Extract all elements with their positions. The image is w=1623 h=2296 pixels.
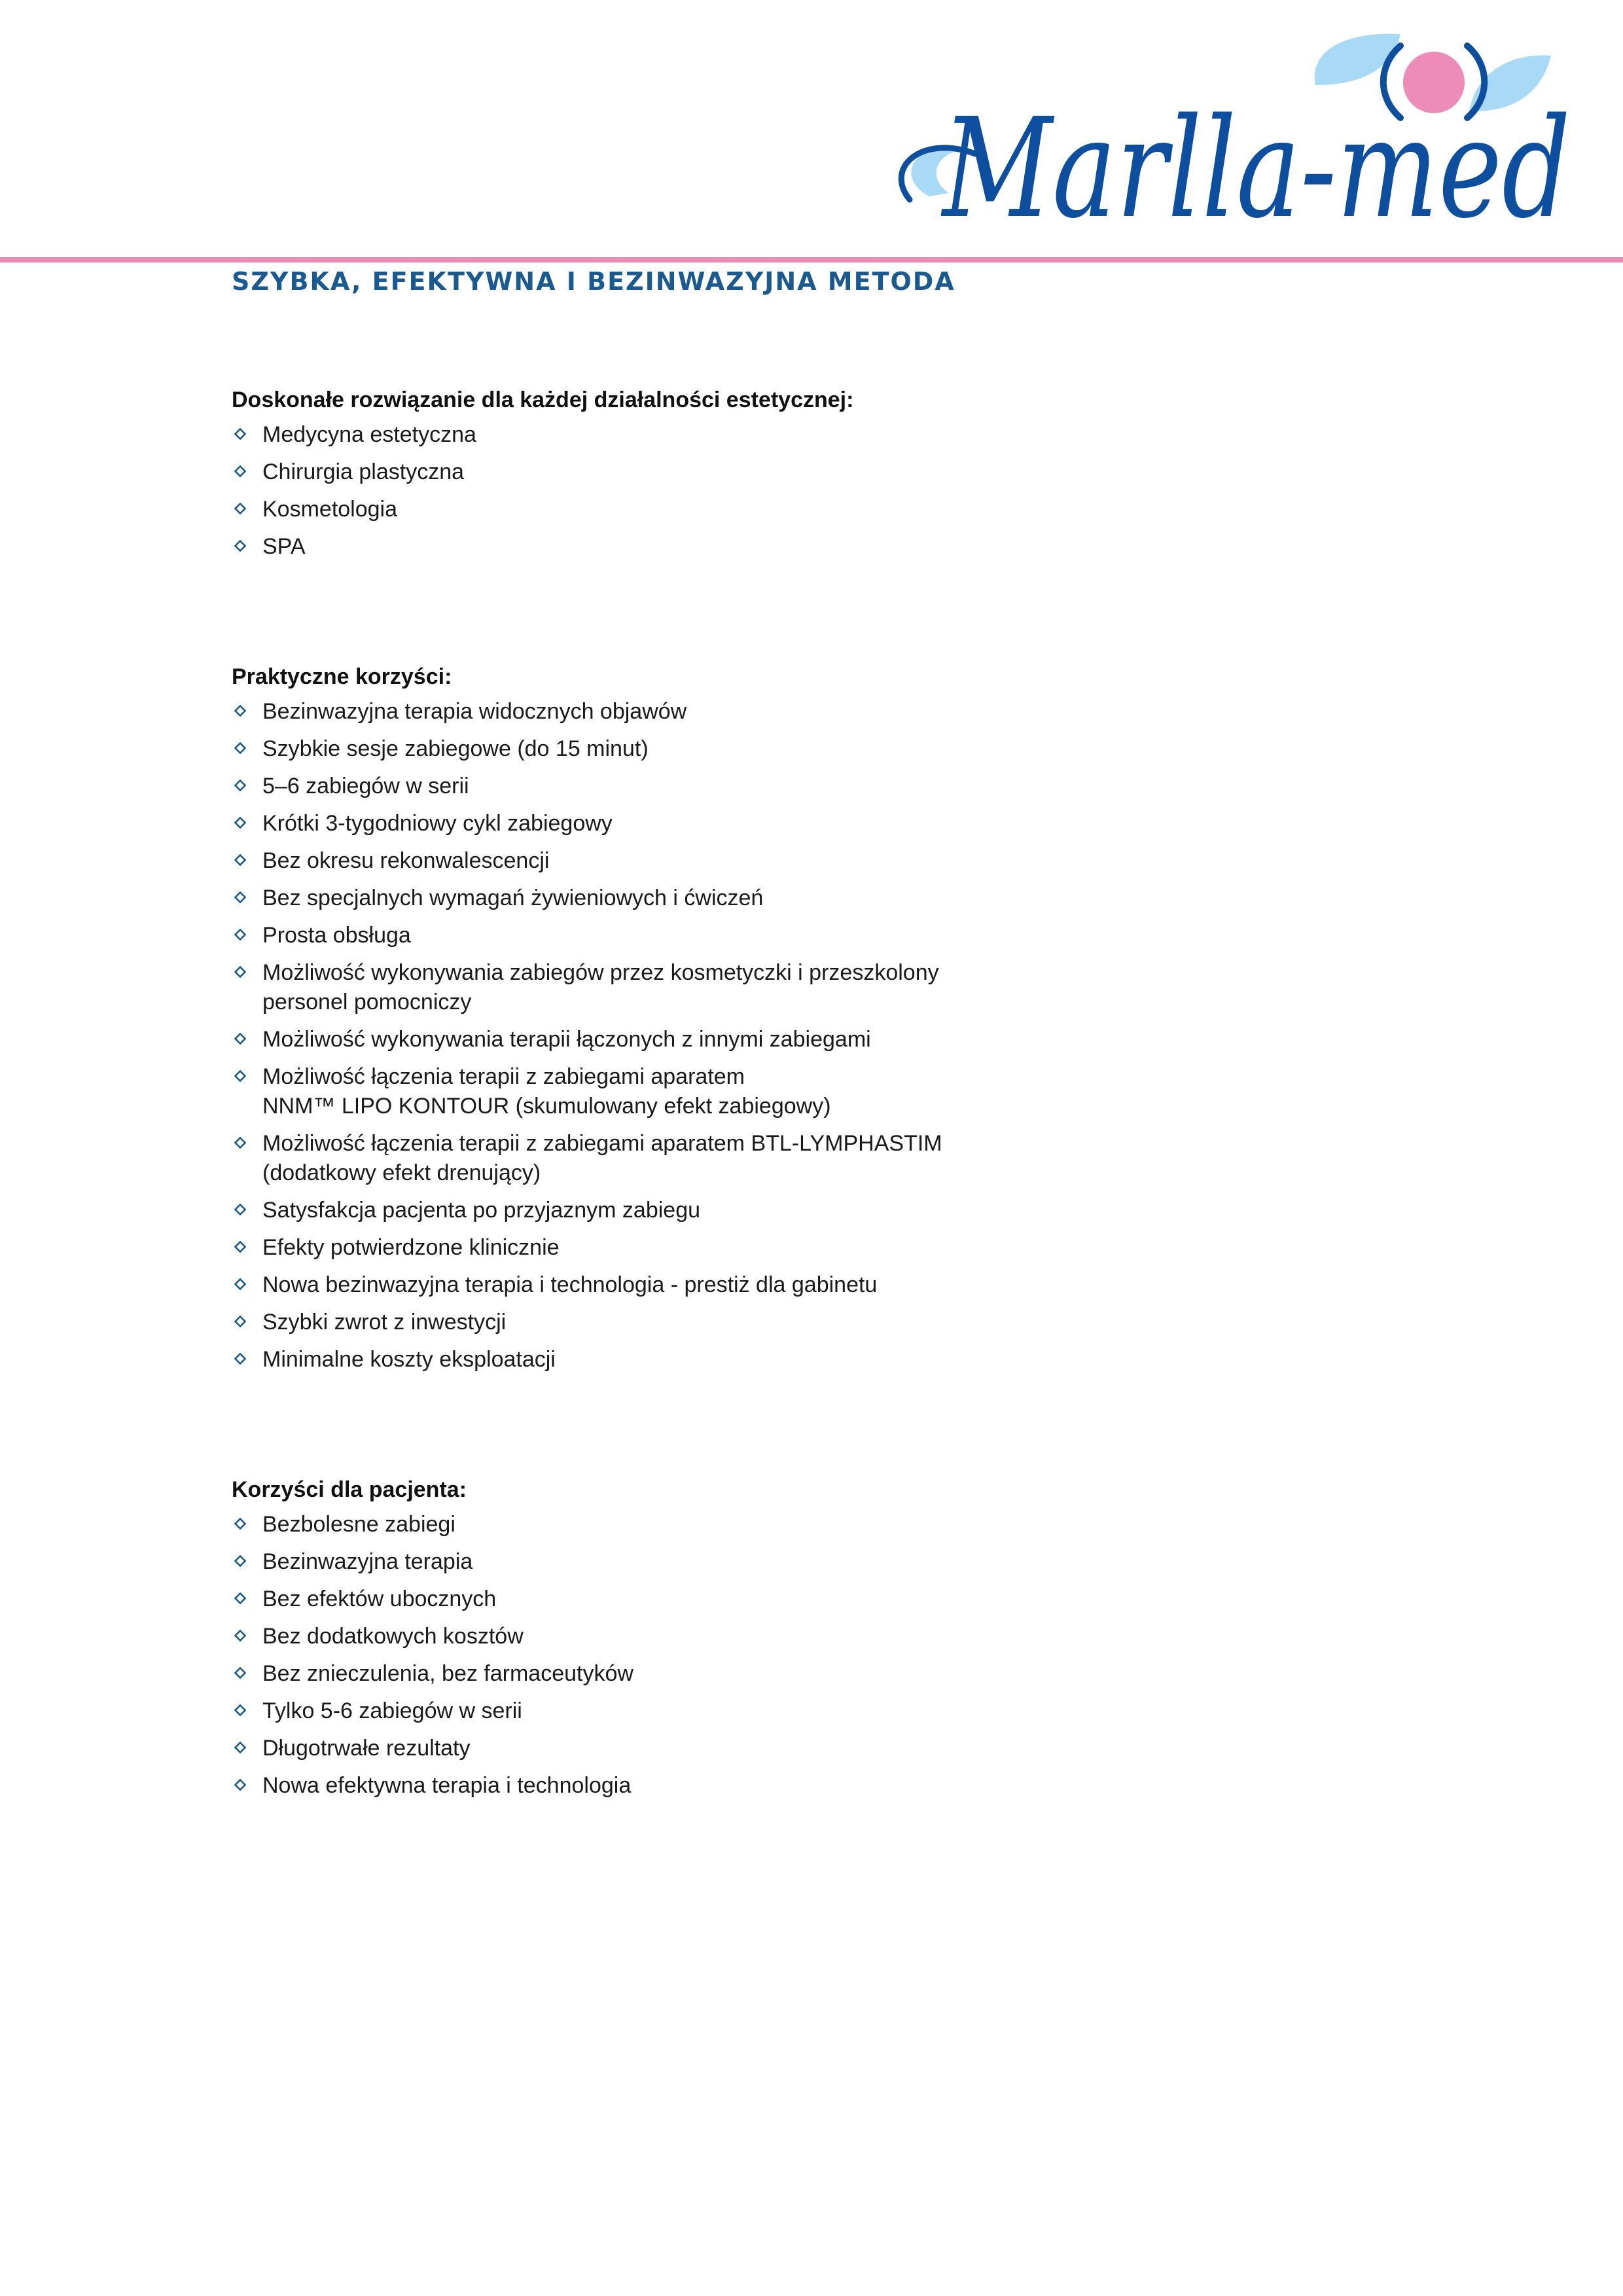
diamond-outline-icon: [234, 1630, 246, 1641]
list-item: [232, 884, 1082, 913]
list-item-text: Efekty potwierdzone klinicznie: [262, 1235, 560, 1260]
list-item-text: Bez efektów ubocznych: [262, 1587, 497, 1611]
diamond-outline-icon: [234, 1278, 246, 1290]
list-item: [232, 1510, 1082, 1539]
list-item-text: Krótki 3-tygodniowy cykl zabiegowy: [262, 811, 613, 836]
section-heading: Korzyści dla pacjenta:: [232, 1477, 467, 1502]
content-sections: [232, 382, 1082, 1897]
list-item: [232, 734, 1082, 764]
item-list: [232, 420, 1082, 562]
list-item-text: Bez okresu rekonwalescencji: [262, 848, 550, 873]
list-item: [232, 1196, 1082, 1225]
diamond-outline-icon: [234, 854, 246, 866]
list-item: [232, 772, 1082, 801]
benefits-section: [232, 1471, 1082, 1801]
diamond-outline-icon: [234, 1704, 246, 1716]
diamond-outline-icon: [234, 1033, 246, 1045]
diamond-outline-icon: [234, 1316, 246, 1327]
diamond-outline-icon: [234, 742, 246, 754]
header-divider: [0, 257, 1623, 262]
diamond-outline-icon: [234, 1137, 246, 1149]
list-item: [232, 1771, 1082, 1801]
list-item: [232, 1345, 1082, 1374]
list-item-text: Kosmetologia: [262, 497, 398, 522]
page-title: SZYBKA, EFEKTYWNA I BEZINWAZYJNA METODA: [232, 267, 955, 296]
list-item: [232, 1025, 1082, 1054]
marlla-med-logo: [883, 26, 1597, 242]
benefits-section: [232, 658, 1082, 1374]
list-item: [232, 1233, 1082, 1263]
list-item: [232, 1062, 1082, 1121]
list-item: [232, 1547, 1082, 1577]
list-item-text: Nowa bezinwazyjna terapia i technologia - prestiż dla gabinetu: [262, 1272, 878, 1297]
diamond-outline-icon: [234, 1779, 246, 1791]
list-item-text: Szybkie sesje zabiegowe (do 15 minut): [262, 736, 649, 761]
list-item: [232, 846, 1082, 876]
diamond-outline-icon: [234, 966, 246, 978]
list-item-text: Możliwość wykonywania zabiegów przez kosmetyczki i przeszkolony personel pomocniczy: [262, 960, 939, 1014]
list-item-text: Bezinwazyjna terapia: [262, 1549, 473, 1574]
logo-wordmark: Marlla-med: [940, 88, 1571, 242]
list-item-text: Bezbolesne zabiegi: [262, 1512, 455, 1537]
list-item: [232, 1270, 1082, 1300]
list-item: [232, 1622, 1082, 1651]
item-list: [232, 1510, 1082, 1801]
benefits-section: [232, 382, 1082, 562]
list-item: [232, 1308, 1082, 1337]
section-heading: Praktyczne korzyści:: [232, 664, 452, 689]
list-item-text: Prosta obsługa: [262, 923, 411, 948]
list-item: [232, 809, 1082, 838]
list-item-text: Możliwość wykonywania terapii łączonych z innymi zabiegami: [262, 1027, 871, 1052]
list-item: [232, 958, 1082, 1017]
diamond-outline-icon: [234, 780, 246, 791]
list-item-text: 5–6 zabiegów w serii: [262, 774, 469, 798]
list-item: [232, 1734, 1082, 1763]
diamond-outline-icon: [234, 1555, 246, 1567]
diamond-outline-icon: [234, 817, 246, 829]
list-item-text: Satysfakcja pacjenta po przyjaznym zabiegu: [262, 1198, 701, 1223]
list-item-text: Chirurgia plastyczna: [262, 459, 465, 484]
list-item-text: Możliwość łączenia terapii z zabiegami aparatem BTL-LYMPHASTIM (dodatkowy efekt drenujący): [262, 1131, 942, 1185]
diamond-outline-icon: [234, 428, 246, 440]
list-item-text: Możliwość łączenia terapii z zabiegami aparatem NNM™ LIPO KONTOUR (skumulowany efekt zabiegowy): [262, 1064, 831, 1119]
diamond-outline-icon: [234, 540, 246, 552]
section-heading: Doskonałe rozwiązanie dla każdej działalności estetycznej:: [232, 387, 854, 412]
diamond-outline-icon: [234, 465, 246, 477]
list-item: [232, 532, 1082, 562]
item-list: [232, 697, 1082, 1374]
list-item-text: Bez znieczulenia, bez farmaceutyków: [262, 1661, 633, 1686]
diamond-outline-icon: [234, 1667, 246, 1679]
list-item: [232, 1659, 1082, 1689]
list-item-text: Tylko 5-6 zabiegów w serii: [262, 1698, 522, 1723]
list-item-text: Bez dodatkowych kosztów: [262, 1624, 524, 1649]
diamond-outline-icon: [234, 1070, 246, 1082]
list-item-text: Bez specjalnych wymagań żywieniowych i ćwiczeń: [262, 886, 764, 910]
list-item: [232, 495, 1082, 524]
list-item-text: Szybki zwrot z inwestycji: [262, 1310, 507, 1335]
diamond-outline-icon: [234, 929, 246, 941]
list-item: [232, 921, 1082, 950]
list-item: [232, 1696, 1082, 1726]
list-item-text: Bezinwazyjna terapia widocznych objawów: [262, 699, 687, 724]
list-item: [232, 1129, 1082, 1188]
list-item-text: Długotrwałe rezultaty: [262, 1736, 471, 1761]
list-item: [232, 697, 1082, 726]
list-item-text: Medycyna estetyczna: [262, 422, 476, 447]
list-item-text: Minimalne koszty eksploatacji: [262, 1347, 556, 1372]
diamond-outline-icon: [234, 1353, 246, 1365]
diamond-outline-icon: [234, 1241, 246, 1253]
diamond-outline-icon: [234, 1204, 246, 1215]
diamond-outline-icon: [234, 1592, 246, 1604]
list-item-text: SPA: [262, 534, 306, 559]
diamond-outline-icon: [234, 1742, 246, 1753]
list-item: [232, 1585, 1082, 1614]
diamond-outline-icon: [234, 705, 246, 717]
list-item-text: Nowa efektywna terapia i technologia: [262, 1773, 632, 1798]
list-item: [232, 420, 1082, 450]
diamond-outline-icon: [234, 891, 246, 903]
list-item: [232, 457, 1082, 487]
diamond-outline-icon: [234, 503, 246, 514]
diamond-outline-icon: [234, 1518, 246, 1530]
